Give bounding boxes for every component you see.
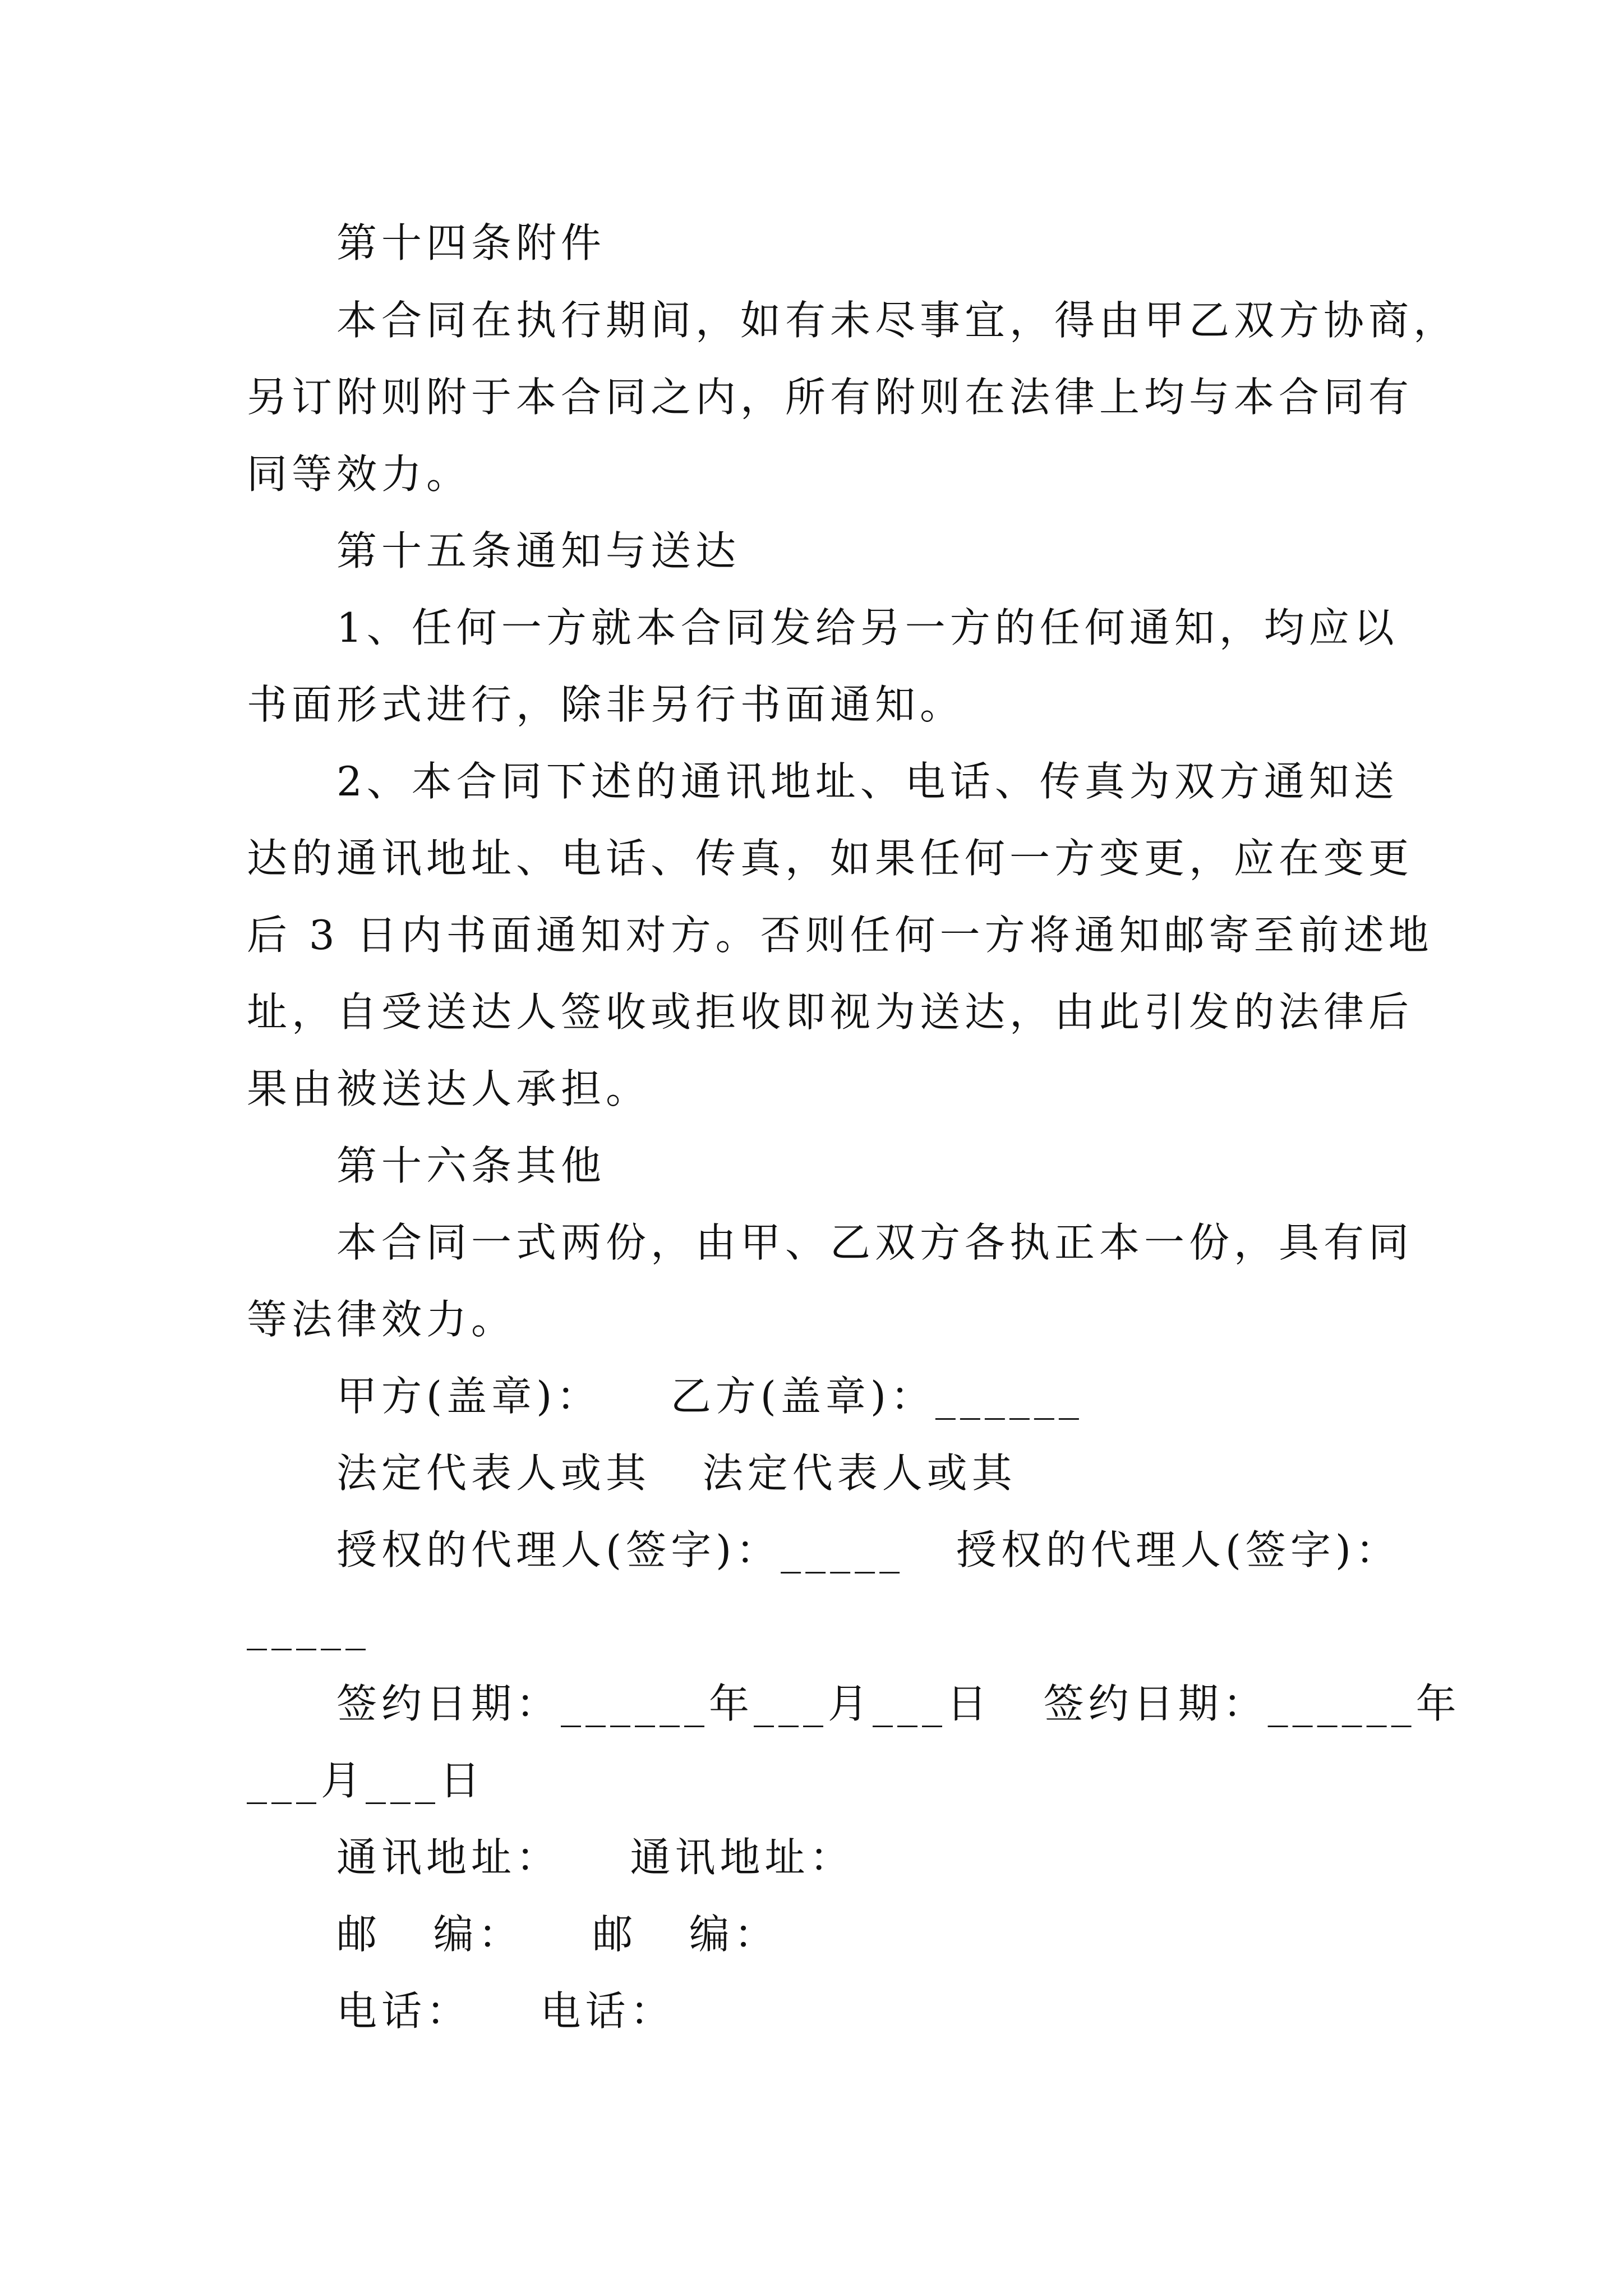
- paragraph-line: 址，自受送达人签收或拒收即视为送达，由此引发的法律后: [247, 988, 1414, 1036]
- paragraph-line: 书面形式进行，除非另行书面通知。: [247, 681, 965, 728]
- signing-date-continued: ___月___日: [247, 1757, 485, 1804]
- paragraph-line: 达的通讯地址、电话、传真，如果任何一方变更，应在变更: [247, 835, 1414, 882]
- article-16-title: 第十六条其他: [336, 1142, 606, 1189]
- paragraph-line: 本合同在执行期间，如有未尽事宜，得由甲乙双方协商，: [336, 297, 1459, 344]
- paragraph-line: 后 3 日内书面通知对方。否则任何一方将通知邮寄至前述地: [247, 912, 1433, 959]
- article-14-title: 第十四条附件: [336, 219, 606, 266]
- paragraph-line: 1、任何一方就本合同发给另一方的任何通知，均应以: [336, 604, 1399, 651]
- seal-line: 甲方(盖章)： 乙方(盖章)：______: [336, 1373, 1083, 1420]
- representative-line: 法定代表人或其 法定代表人或其: [336, 1450, 1017, 1497]
- agent-signature-blank: _____: [247, 1603, 370, 1650]
- paragraph-line: 2、本合同下述的通讯地址、电话、传真为双方通知送: [336, 758, 1399, 805]
- paragraph-line: 另订附则附于本合同之内，所有附则在法律上均与本合同有: [247, 374, 1414, 421]
- postcode-line: 邮 编： 邮 编：: [336, 1911, 779, 1958]
- paragraph-line: 本合同一式两份，由甲、乙双方各执正本一份，具有同: [336, 1219, 1414, 1266]
- paragraph-line: 同等效力。: [247, 450, 472, 498]
- address-line: 通讯地址： 通讯地址：: [336, 1834, 855, 1881]
- phone-line: 电话： 电话：: [336, 1987, 675, 2035]
- paragraph-line: 果由被送达人承担。: [247, 1065, 651, 1112]
- paragraph-line: 等法律效力。: [247, 1296, 517, 1343]
- article-15-title: 第十五条通知与送达: [336, 527, 741, 574]
- signing-date-line: 签约日期：______年___月___日 签约日期：______年: [336, 1680, 1461, 1727]
- agent-signature-line: 授权的代理人(签字)：_____ 授权的代理人(签字)：: [336, 1526, 1401, 1573]
